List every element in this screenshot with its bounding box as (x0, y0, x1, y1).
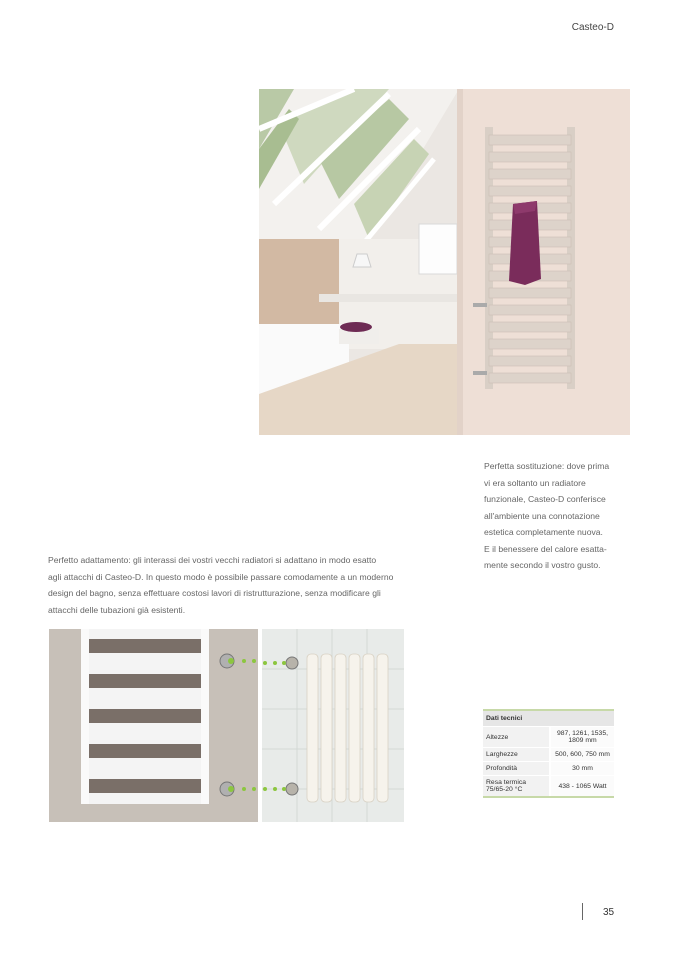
old-radiator-closeup (262, 629, 404, 822)
hero-bathroom-photo (259, 89, 630, 435)
spec-value: 30 mm (550, 762, 614, 776)
technical-data-table (483, 709, 614, 798)
caption-line: Perfetta sostituzione: dove prima (484, 461, 610, 471)
caption-line: Perfetto adattamento: gli interassi dei vostri vecchi radiatori si adattano in modo esatto (48, 555, 377, 565)
table-title: Dati tecnici (483, 710, 614, 727)
caption-adaptation (48, 552, 413, 618)
table-row (483, 762, 614, 776)
page-number: 35 (603, 907, 615, 918)
spec-label: Altezze (483, 727, 550, 748)
running-title: Casteo-D (571, 22, 614, 33)
caption-line: all'ambiente una connotazione (484, 510, 600, 521)
caption-line: attacchi delle tubazioni già esistenti. (48, 604, 186, 615)
table-row (483, 748, 614, 762)
caption-line: funzionale, Casteo-D conferisce (484, 494, 606, 504)
spec-label: Resa termica 75/65-20 °C (483, 776, 550, 798)
spec-value: 500, 600, 750 mm (550, 748, 614, 762)
casteo-d-connection-photo (49, 629, 258, 822)
caption-line: mente secondo il vostro gusto. (484, 560, 601, 570)
caption-line: E il benessere del calore esatta- (484, 543, 607, 554)
old-radiator-photo (262, 629, 404, 822)
caption-line: vi era soltanto un radiatore (484, 477, 586, 488)
spec-label: Larghezze (483, 748, 550, 762)
caption-line: estetica completamente nuova. (484, 527, 603, 537)
caption-replacement (484, 458, 624, 574)
page-number-divider (582, 903, 583, 920)
bathroom-illustration (259, 89, 630, 435)
table-header-row (483, 710, 614, 727)
table-row (483, 727, 614, 748)
table-row (483, 776, 614, 798)
spec-label: Profondità (483, 762, 550, 776)
caption-line: design del bagno, senza effettuare costosi lavori di ristrutturazione, senza modificare gli (48, 588, 381, 598)
caption-line: agli attacchi di Casteo-D. In questo modo è possibile passare comodamente a un moderno (48, 571, 394, 582)
spec-value: 987, 1261, 1535, 1809 mm (550, 727, 614, 748)
casteo-d-closeup (49, 629, 258, 822)
spec-value: 438 - 1065 Watt (550, 776, 614, 798)
